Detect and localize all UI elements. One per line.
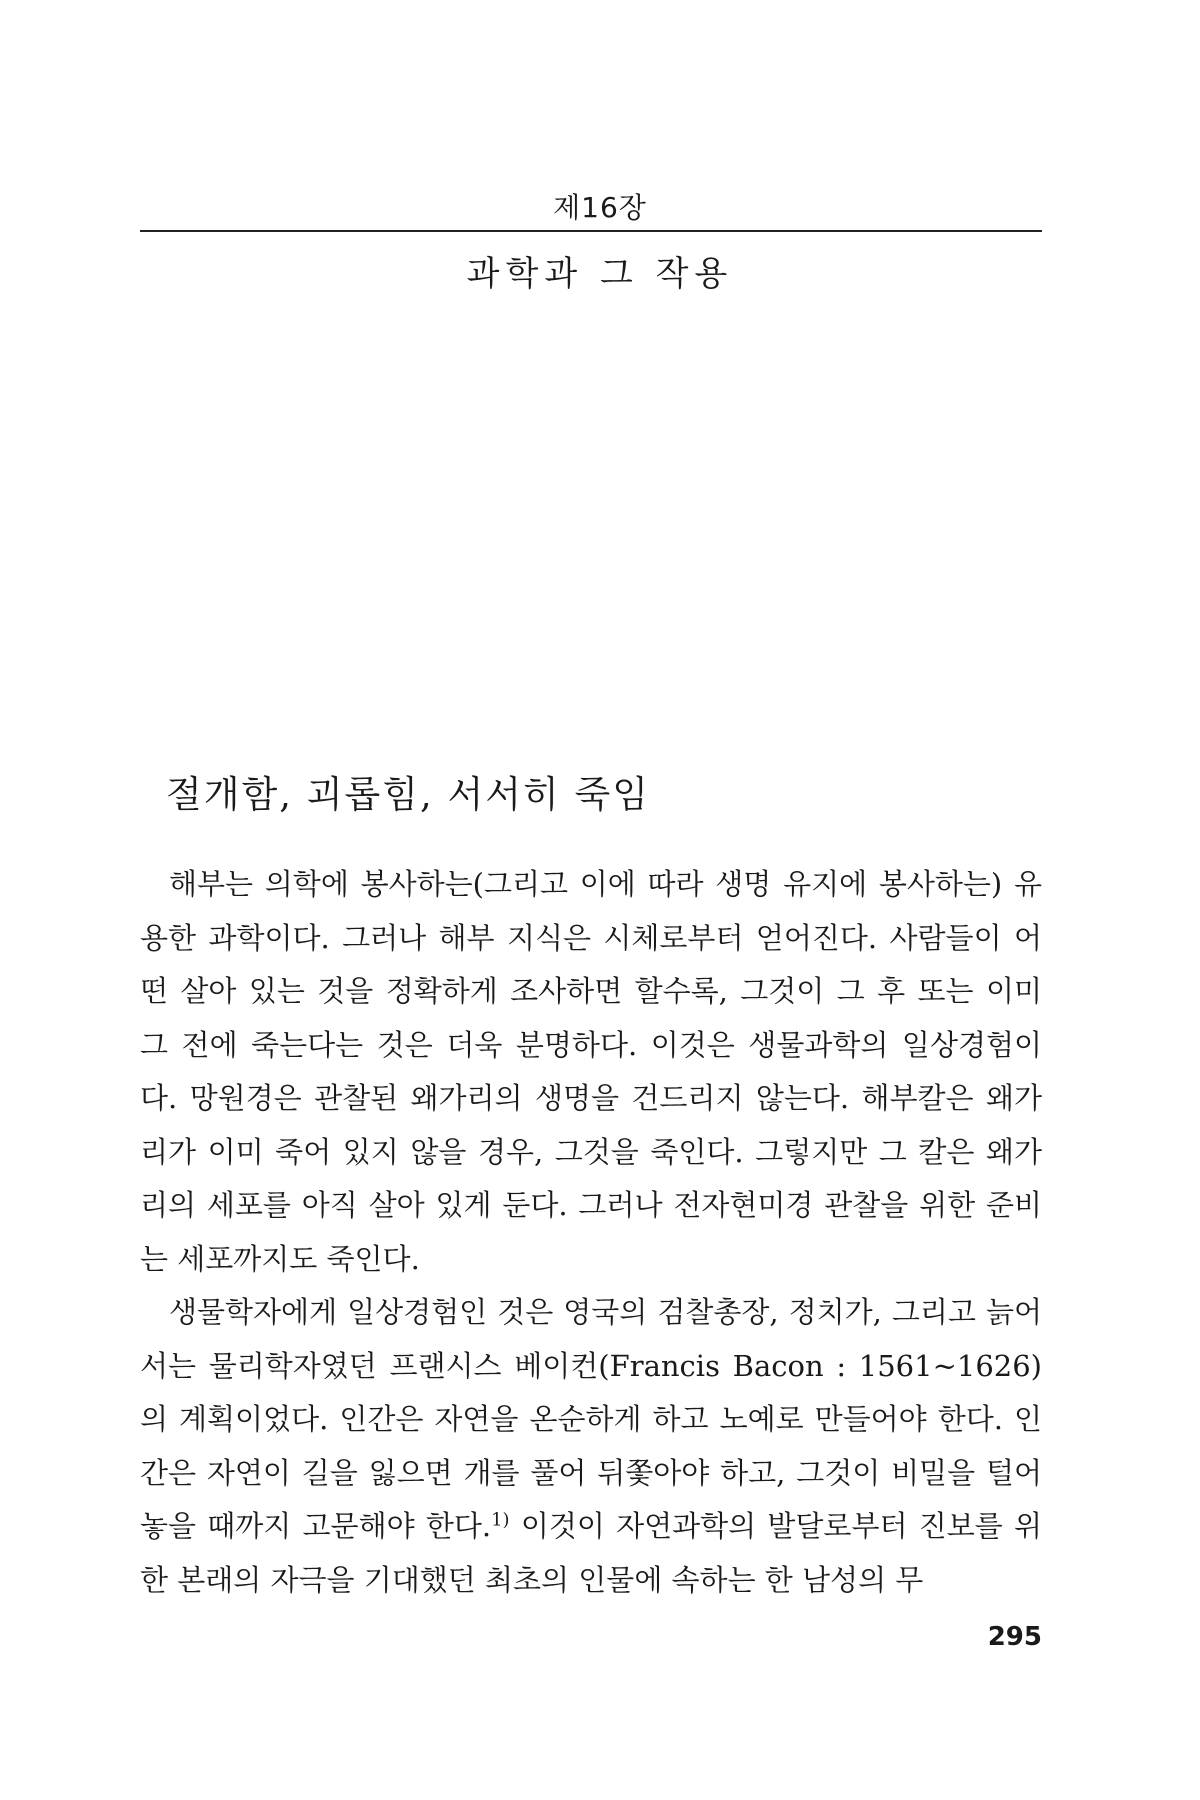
section-heading: 절개함, 괴롭힘, 서서히 죽임: [166, 773, 650, 816]
paragraph-2: [140, 1286, 1042, 1607]
chapter-label: 제16장: [553, 191, 647, 224]
paragraph-2-text-before-note: 생물학자에게 일상경험인 것은 영국의 검찰총장, 정치가, 그리고 늙어서는 물리학자였던 프랜시스 베이컨(Francis Bacon : 1561~1626)의 계획이었다. 인간은 자연을 온순하게 하고 노예로 만들어야 한다. 인간은 자연이 길을 잃으면 개를 풀어 뒤쫓아야 하고, 그것이 비밀을 털어 놓을 때까지 고문해야 한다.: [140, 1295, 1042, 1543]
paragraph-2-text-after-note: 이것이 자연과학의 발달로부터 진보를 위한 본래의 자극을 기대했던 최초의 인물에 속하는 한 남성의 무: [140, 1509, 1042, 1597]
body-text: [140, 858, 1042, 1607]
header-rule: [140, 230, 1042, 232]
paragraph-1: 해부는 의학에 봉사하는(그리고 이에 따라 생명 유지에 봉사하는) 유용한 과학이다. 그러나 해부 지식은 시체로부터 얻어진다. 사람들이 어떤 살아 있는 것을 정확하게 조사하면 할수록, 그것이 그 후 또는 이미 그 전에 죽는다는 것은 더욱 분명하다. 이것은 생물과학의 일상경험이다. 망원경은 관찰된 왜가리의 생명을 건드리지 않는다. 해부칼은 왜가리가 이미 죽어 있지 않을 경우, 그것을 죽인다. 그렇지만 그 칼은 왜가리의 세포를 아직 살아 있게 둔다. 그러나 전자현미경 관찰을 위한 준비는 세포까지도 죽인다.: [140, 867, 1042, 1276]
footnote-ref: 1): [491, 1509, 510, 1531]
chapter-title: 과학과 그 작용: [466, 254, 734, 294]
page-number: 295: [987, 1622, 1042, 1652]
